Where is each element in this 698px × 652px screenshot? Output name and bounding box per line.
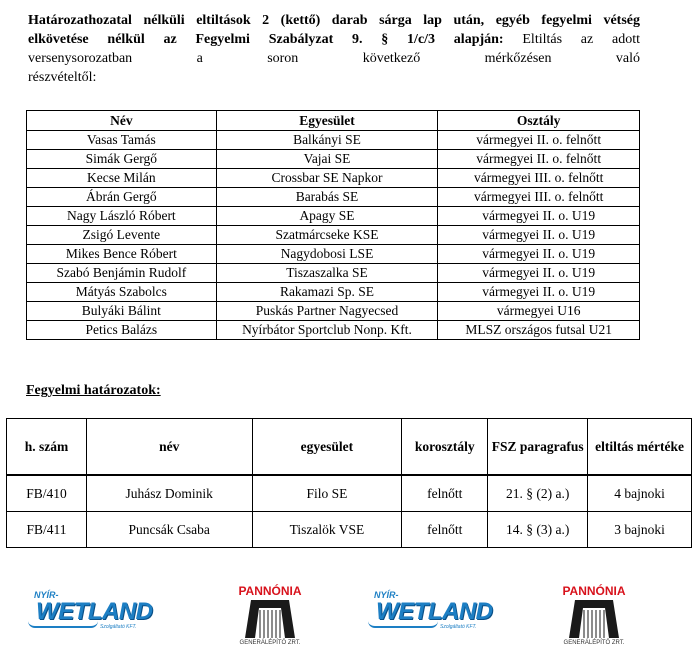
cell-case-number: FB/411	[7, 512, 87, 548]
cell-name: Mikes Bence Róbert	[27, 245, 217, 264]
cell-division: MLSZ országos futsal U21	[438, 321, 640, 340]
pannonia-logo	[231, 584, 309, 650]
table-row	[27, 207, 640, 226]
pannonia-logo-sub: GENERÁLÉPÍTŐ ZRT.	[563, 640, 625, 646]
decisions-title: Fegyelmi határozatok:	[26, 383, 161, 398]
cell-club: Balkányi SE	[216, 131, 438, 150]
pannonia-logo-word: PANNÓNIA	[562, 584, 626, 598]
cell-name: Szabó Benjámin Rudolf	[27, 264, 217, 283]
header-person: név	[86, 419, 252, 476]
table-row	[27, 245, 640, 264]
header-age-group: korosztály	[402, 419, 488, 476]
header-club: egyesület	[252, 419, 402, 476]
cell-person: Juhász Dominik	[86, 475, 252, 512]
cell-division: vármegyei II. o. U19	[438, 283, 640, 302]
wetland-logo-word: WETLAND	[376, 598, 493, 625]
intro-line-2: elkövetése nélkül az Fegyelmi Szabályzat 9. § 1/c/3 alapján: Eltiltás az adott	[28, 32, 640, 47]
header-division: Osztály	[438, 111, 640, 131]
cell-paragraph: 14. § (3) a.)	[488, 512, 588, 548]
cell-name: Vasas Tamás	[27, 131, 217, 150]
cell-division: vármegyei II. o. felnőtt	[438, 150, 640, 169]
intro-line-3: versenysorozatban a soron következő mérkőzésen való	[28, 51, 640, 66]
cell-division: vármegyei II. o. U19	[438, 264, 640, 283]
cell-club: Crossbar SE Napkor	[216, 169, 438, 188]
wetland-logo-word: WETLAND	[36, 598, 153, 625]
pannonia-gate-icon	[245, 598, 295, 638]
cell-division: vármegyei U16	[438, 302, 640, 321]
cell-name: Zsigó Levente	[27, 226, 217, 245]
intro-paragraph	[28, 11, 640, 87]
cell-division: vármegyei II. o. felnőtt	[438, 131, 640, 150]
cell-division: vármegyei II. o. U19	[438, 207, 640, 226]
table-row	[27, 226, 640, 245]
cell-club: Filo SE	[252, 475, 402, 512]
table-row	[27, 150, 640, 169]
pannonia-gate-icon	[569, 598, 619, 638]
cell-club: Szatmárcseke KSE	[216, 226, 438, 245]
header-suspension-length: eltiltás mértéke	[588, 419, 692, 476]
header-name: Név	[27, 111, 217, 131]
wetland-logo	[26, 592, 166, 632]
cell-suspension-length: 3 bajnoki	[588, 512, 692, 548]
cell-club: Tiszalök VSE	[252, 512, 402, 548]
suspensions-table	[26, 110, 640, 340]
table-row	[27, 188, 640, 207]
table-row	[27, 131, 640, 150]
cell-suspension-length: 4 bajnoki	[588, 475, 692, 512]
cell-division: vármegyei II. o. U19	[438, 245, 640, 264]
cell-age-group: felnőtt	[402, 512, 488, 548]
table-row	[27, 264, 640, 283]
cell-person: Puncsák Csaba	[86, 512, 252, 548]
wetland-logo-prefix: NYÍR-	[34, 590, 59, 600]
cell-division: vármegyei III. o. felnőtt	[438, 188, 640, 207]
cell-name: Simák Gergő	[27, 150, 217, 169]
pannonia-logo-2	[555, 584, 633, 650]
cell-club: Vajai SE	[216, 150, 438, 169]
table-row	[7, 475, 692, 512]
cell-club: Rakamazi Sp. SE	[216, 283, 438, 302]
wetland-logo-sub: Szolgáltató KFT.	[100, 624, 137, 630]
cell-club: Tiszaszalka SE	[216, 264, 438, 283]
pannonia-logo-sub: GENERÁLÉPÍTŐ ZRT.	[239, 640, 301, 646]
table-row	[27, 283, 640, 302]
cell-name: Bulyáki Bálint	[27, 302, 217, 321]
table-row	[27, 302, 640, 321]
header-paragraph: FSZ paragrafus	[488, 419, 588, 476]
cell-division: vármegyei II. o. U19	[438, 226, 640, 245]
cell-division: vármegyei III. o. felnőtt	[438, 169, 640, 188]
table-row	[7, 512, 692, 548]
header-case-number: h. szám	[7, 419, 87, 476]
cell-club: Barabás SE	[216, 188, 438, 207]
cell-club: Nagydobosi LSE	[216, 245, 438, 264]
decisions-table	[6, 418, 692, 548]
cell-club: Nyírbátor Sportclub Nonp. Kft.	[216, 321, 438, 340]
wetland-wave-icon	[368, 621, 438, 628]
suspensions-header-row	[27, 111, 640, 131]
wetland-logo-2	[366, 592, 506, 632]
cell-paragraph: 21. § (2) a.)	[488, 475, 588, 512]
cell-name: Kecse Milán	[27, 169, 217, 188]
cell-name: Mátyás Szabolcs	[27, 283, 217, 302]
intro-line-1: Határozathozatal nélküli eltiltások 2 (kettő) darab sárga lap után, egyéb fegyelmi vétség	[28, 13, 640, 28]
cell-name: Petics Balázs	[27, 321, 217, 340]
cell-case-number: FB/410	[7, 475, 87, 512]
wetland-logo-prefix: NYÍR-	[374, 590, 399, 600]
pannonia-logo-word: PANNÓNIA	[238, 584, 302, 598]
wetland-wave-icon	[28, 621, 98, 628]
cell-name: Nagy László Róbert	[27, 207, 217, 226]
cell-age-group: felnőtt	[402, 475, 488, 512]
cell-club: Apagy SE	[216, 207, 438, 226]
cell-club: Puskás Partner Nagyecsed	[216, 302, 438, 321]
cell-name: Ábrán Gergő	[27, 188, 217, 207]
table-row	[27, 169, 640, 188]
header-club: Egyesület	[216, 111, 438, 131]
table-row	[27, 321, 640, 340]
intro-line-4: részvételtől:	[28, 70, 97, 85]
decisions-header-row	[7, 419, 692, 476]
wetland-logo-sub: Szolgáltató KFT.	[440, 624, 477, 630]
